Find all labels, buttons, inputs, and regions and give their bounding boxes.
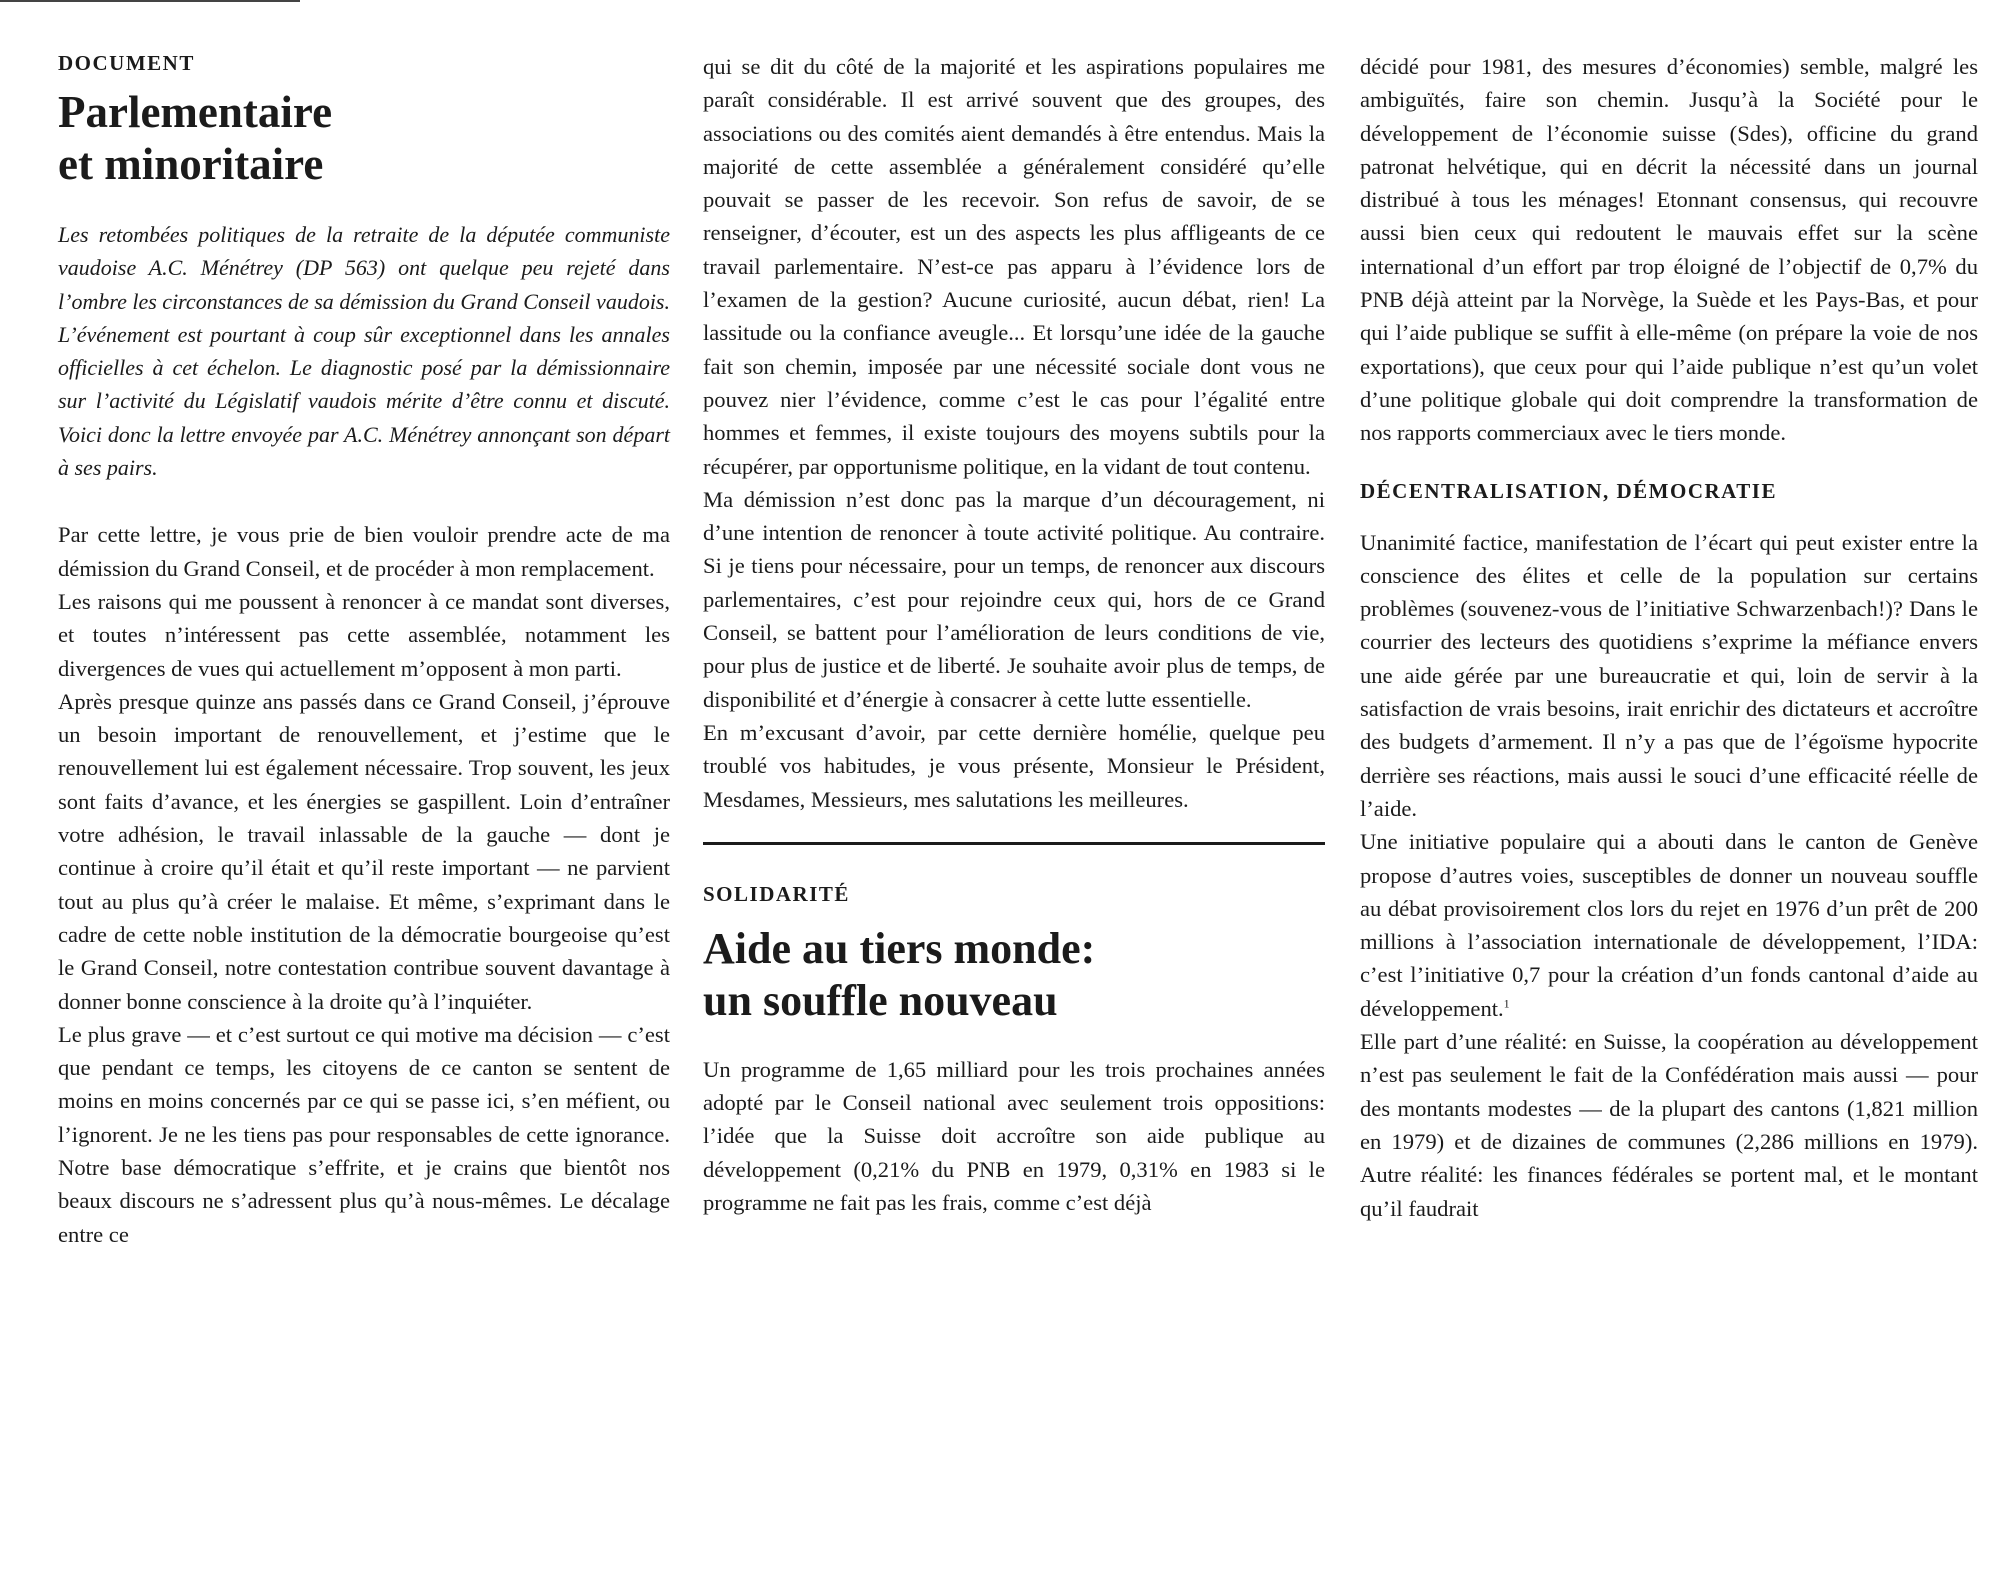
paragraph: Un programme de 1,65 milliard pour les trois prochaines années adopté par le Conseil national avec seulement trois oppositions: l’idée que la Suisse doit accroître son aide publique au développement (0,21% du PNB en 1979, 0,31% en 1983 si le programme ne fait pas les frais, comme c’est déjà [703,1056,1325,1216]
article2-title [703,923,1325,1027]
paragraph: Après presque quinze ans passés dans ce Grand Conseil, j’éprouve un besoin important de renouvellement, et j’estime que le renouvellement lui est également nécessaire. Trop souvent, les jeux sont faits d’avance, et les énergies se gaspillent. Loin d’entraîner votre adhésion, le travail inlassable de la gauche — dont je continue à croire qu’il était et qu’il reste important — ne parvient tout au plus qu’à créer le malaise. Et même, s’exprimant dans le cadre de cette noble institution de la démocratie bourgeoise qu’est le Grand Conseil, notre contestation contribue souvent davantage à donner bonne conscience à la droite qu’à l’inquiéter. [58,688,670,1014]
footnote-marker: 1 [1503,996,1510,1011]
paragraph-continued: décidé pour 1981, des mesures d’économies) semble, malgré les ambiguïtés, faire son chemin. Jusqu’à la Société pour le développement de l’économie suisse (Sdes), officine du grand patronat helvétique, qui en décrit la nécessité dans un journal distribué à tous les ménages! Etonnant consensus, qui recouvre aussi bien ceux qui redoutent le mauvais effet sur la scène international d’un effort par trop éloigné de l’objectif de 0,7% du PNB déjà atteint par la Norvège, la Suède et les Pays-Bas, et pour qui l’aide publique se suffit à elle-même (on prépare la voie de nos exportations), que ceux pour qui l’aide publique n’est qu’un volet d’une politique globale qui doit comprendre la transformation de nos rapports commerciaux avec le tiers monde. [1360,54,1978,446]
paragraph: Ma démission n’est donc pas la marque d’un découragement, ni d’une intention de renoncer à toute activité politique. Au contraire. Si je tiens pour nécessaire, pour un temps, de renoncer aux discours parlementaires, c’est pour rejoindre ceux qui, hors de ce Grand Conseil, se battent pour l’amélioration de leurs conditions de vie, pour plus de justice et de liberté. Je souhaite avoir plus de temps, de disponibilité et d’énergie à consacrer à cette lutte essentielle. [703,486,1325,712]
paragraph: Elle part d’une réalité: en Suisse, la coopération au développement n’est pas seulement le fait de la Confédération mais aussi — pour des montants modestes — de la plupart des cantons (1,821 million en 1979) et de dizaines de communes (2,286 millions en 1979). Autre réalité: les finances fédérales se portent mal, et le montant qu’il faudrait [1360,1029,1978,1221]
paragraph: Unanimité factice, manifestation de l’écart qui peut exister entre la conscience des élites et celle de la population sur certains problèmes (souvenez-vous de l’initiative Schwarzenbach!)? Dans le courrier des lecteurs des quotidiens s’exprime la méfiance envers une aide gérée par une bureaucratie et qui, loin de servir à la satisfaction de vrais besoins, irait enrichir des dictateurs et accroître des budgets d’armement. Il n’y a pas que de l’égoïsme hypocrite derrière ses réactions, mais aussi le souci d’une efficacité réelle de l’aide. [1360,529,1978,821]
article1-title-line1: Parlementaire [58,87,333,137]
article1-body-part1 [58,518,670,1251]
article1-title-line2: et minoritaire [58,139,324,189]
paragraph: En m’excusant d’avoir, par cette dernière homélie, quelque peu troublé vos habitudes, je vous présente, Monsieur le Président, Mesdames, Messieurs, mes salutations les meilleures. [703,719,1325,812]
article2-label: SOLIDARITÉ [703,881,850,906]
article1-body-part2 [703,50,1325,816]
column-3 [1360,50,1978,1225]
article2-title-line2: un souffle nouveau [703,975,1058,1025]
paragraph: Par cette lettre, je vous prie de bien vouloir prendre acte de ma démission du Grand Conseil, et de procéder à mon remplacement. [58,522,670,581]
column-2 [703,50,1325,1219]
paragraph: Les raisons qui me poussent à renoncer à ce mandat sont diverses, et toutes n’intéressent pas cette assemblée, notamment les divergences de vues qui actuellement m’opposent à mon parti. [58,588,670,681]
article1-lead: Les retombées politiques de la retraite de la députée communiste vaudoise A.C. Ménétrey (DP 563) ont quelque peu rejeté dans l’ombre les circonstances de sa démission du Grand Conseil vaudois. L’événement est pourtant à coup sûr exceptionnel dans les annales officielles à cet échelon. Le diagnostic posé par la démissionnaire sur l’activité du Législatif vaudois mérite d’être connu et discuté. Voici donc la lettre envoyée par A.C. Ménétrey annonçant son départ à ses pairs. [58,222,670,481]
paragraph-text: Une initiative populaire qui a abouti dans le canton de Genève propose d’autres voies, susceptibles de donner un nouveau souffle au débat provisoirement clos lors du rejet en 1976 d’un prêt de 200 millions à l’association internationale de développement, l’IDA: c’est l’initiative 0,7 pour la création d’un fonds cantonal d’aide au développement. [1360,829,1978,1021]
top-rule [0,0,300,2]
article1-label: DOCUMENT [58,51,195,75]
article2-title-line1: Aide au tiers monde: [703,923,1096,973]
section-heading: DÉCENTRALISATION, DÉMOCRATIE [1360,478,1777,503]
article2-body-part2 [1360,50,1978,450]
article2-section-body [1360,526,1978,1225]
article1-title [58,86,670,190]
article-divider [703,842,1325,845]
article2-body-part1 [703,1053,1325,1219]
paragraph-continued: qui se dit du côté de la majorité et les aspirations populaires me paraît considérable. Il est arrivé souvent que des groupes, des associations ou des comités aient demandés à être entendus. Mais la majorité de cette assemblée a généralement considéré qu’elle pouvait se passer de les recevoir. Son refus de savoir, de se renseigner, d’écouter, est un des aspects les plus affligeants de ce travail parlementaire. N’est-ce pas apparu à l’évidence lors de l’examen de la gestion? Aucune curiosité, aucun débat, rien! La lassitude ou la confiance aveugle... Et lorsqu’une idée de la gauche fait son chemin, imposée par une nécessité sociale dont vous ne pouvez nier l’évidence, comme c’est le cas pour l’égalité entre hommes et femmes, il existe toujours des moyens subtils pour la récupérer, par opportunisme politique, en la vidant de tout contenu. [703,54,1325,479]
column-1 [58,50,670,1251]
paragraph: Le plus grave — et c’est surtout ce qui motive ma décision — c’est que pendant ce temps, les citoyens de ce canton se sentent de moins en moins concernés par ce qui se passe ici, s’en méfient, ou l’ignorent. Je ne les tiens pas pour responsables de cette ignorance. Notre base démocratique s’effrite, et je crains que bientôt nos beaux discours ne s’adressent plus qu’à nous-mêmes. Le décalage entre ce [58,1021,670,1247]
paragraph [1360,825,1978,1025]
